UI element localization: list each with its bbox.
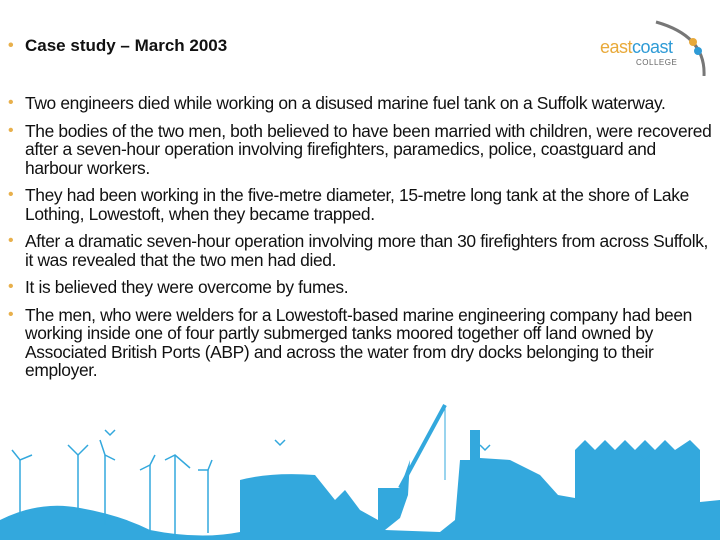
harbour-skyline-illustration — [0, 400, 720, 540]
list-item — [8, 232, 714, 269]
bullet-icon: • — [8, 121, 14, 139]
list-item — [8, 122, 714, 178]
logo-east: east — [600, 37, 633, 57]
list-item — [8, 94, 714, 113]
bullet-text: They had been working in the five-metre diameter, 15-metre long tank at the shore of Lake Lothing, Lowestoft, when they became trapped. — [25, 185, 689, 224]
bullet-icon: • — [8, 232, 14, 249]
bullet-icon: • — [8, 305, 14, 323]
bullet-icon: • — [8, 186, 14, 203]
bullet-text: The men, who were welders for a Lowestoft-based marine engineering company had been working inside one of four partly submerged tanks moored together off land owned by Associated British Ports (ABP) and across the water from dry docks belonging to their employer. — [25, 304, 692, 380]
eastcoast-college-logo — [596, 16, 716, 76]
bullet-text: Two engineers died while working on a disused marine fuel tank on a Suffolk waterway. — [25, 93, 666, 113]
logo-coast: coast — [632, 37, 673, 57]
bullet-icon: • — [8, 37, 14, 54]
list-item — [8, 278, 714, 297]
logo-college: COLLEGE — [636, 58, 678, 67]
bullet-text: The bodies of the two men, both believed to have been married with children, were recovered after a seven-hour operation involving firefighters, paramedics, police, coastguard and harbour workers. — [25, 120, 712, 178]
bullet-text: After a dramatic seven-hour operation involving more than 30 firefighters from across Suffolk, it was revealed that the two men had died. — [25, 231, 709, 270]
slide-title — [8, 36, 227, 56]
bullet-icon: • — [8, 94, 14, 111]
list-item — [8, 306, 714, 380]
bullet-icon: • — [8, 278, 14, 295]
bullet-text: It is believed they were overcome by fumes. — [25, 277, 349, 297]
bullet-list — [8, 94, 714, 389]
title-text: Case study – March 2003 — [25, 36, 228, 55]
list-item — [8, 186, 714, 223]
